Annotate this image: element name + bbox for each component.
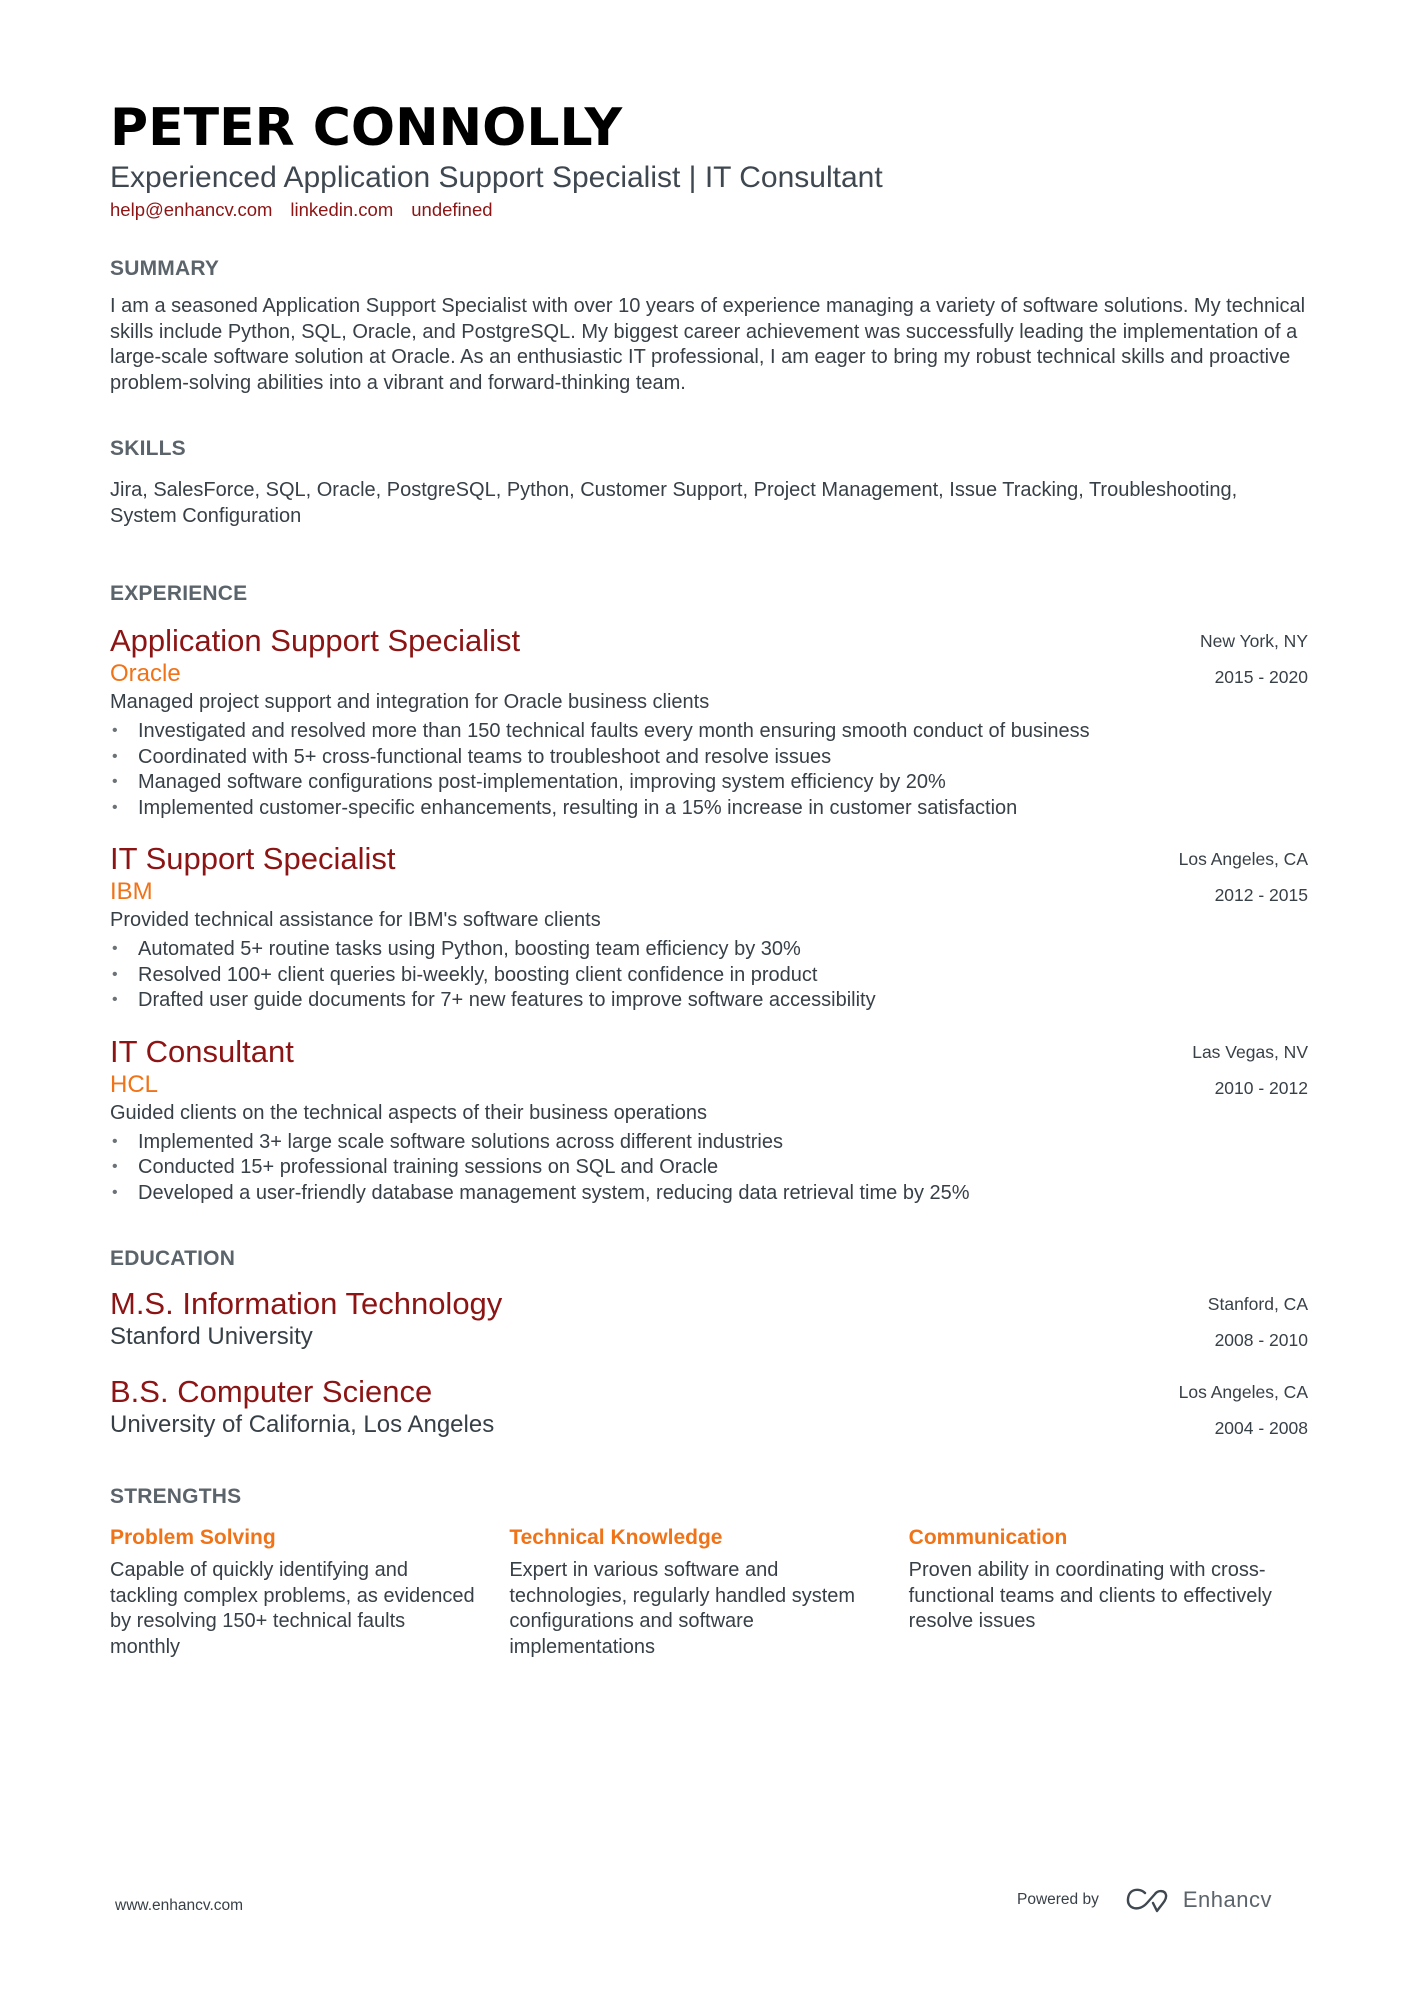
contact-email[interactable]: help@enhancv.com bbox=[110, 199, 273, 220]
job-description: Managed project support and integration for Oracle business clients bbox=[110, 691, 710, 713]
degree-title: B.S. Computer Science bbox=[110, 1374, 433, 1409]
strengths-section bbox=[110, 1484, 1308, 1660]
company-name: Oracle bbox=[110, 660, 181, 687]
job-location: Los Angeles, CA bbox=[1178, 849, 1308, 869]
job-title: IT Support Specialist bbox=[110, 841, 396, 876]
education-entry bbox=[110, 1374, 1308, 1440]
section-heading-strengths: STRENGTHS bbox=[110, 1485, 242, 1508]
job-dates: 2010 - 2012 bbox=[1214, 1077, 1308, 1098]
enhancv-logo-icon bbox=[1125, 1887, 1171, 1913]
candidate-headline: Experienced Application Support Specialist | IT Consultant bbox=[110, 161, 883, 194]
job-meta bbox=[1179, 841, 1308, 913]
bullet-item bbox=[110, 745, 1308, 771]
enhancv-logo[interactable] bbox=[1125, 1887, 1272, 1913]
strength-item bbox=[909, 1524, 1308, 1660]
experience-entry bbox=[110, 1034, 1308, 1207]
strength-title: Communication bbox=[908, 1526, 1068, 1549]
bullet-dot-icon: • bbox=[112, 722, 118, 739]
footer-branding bbox=[1017, 1887, 1272, 1913]
bullet-item bbox=[110, 719, 1308, 745]
bullet-text: Automated 5+ routine tasks using Python, boosting team efficiency by 30% bbox=[138, 938, 801, 960]
education-dates: 2004 - 2008 bbox=[1214, 1418, 1308, 1438]
bullet-dot-icon: • bbox=[112, 773, 118, 790]
education-entry bbox=[110, 1286, 1308, 1352]
bullet-text: Investigated and resolved more than 150 technical faults every month ensuring smooth conduct of business bbox=[138, 720, 1090, 742]
job-dates: 2012 - 2015 bbox=[1214, 885, 1308, 905]
education-meta bbox=[1208, 1286, 1308, 1358]
strength-item bbox=[110, 1524, 509, 1660]
bullet-text: Drafted user guide documents for 7+ new features to improve software accessibility bbox=[138, 989, 876, 1011]
bullet-text: Implemented customer-specific enhancements, resulting in a 15% increase in customer satisfaction bbox=[138, 796, 1018, 819]
bullet-text: Implemented 3+ large scale software solutions across different industries bbox=[138, 1130, 783, 1153]
bullet-item bbox=[110, 1181, 1308, 1207]
bullet-item bbox=[110, 796, 1308, 822]
experience-entry bbox=[110, 841, 1308, 1014]
summary-text: I am a seasoned Application Support Specialist with over 10 years of experience managing a variety of software solutions. My technical skills include Python, SQL, Oracle, and PostgreSQL. My biggest career achievement was successfully leading the implementation of a large-scale software solution at Oracle. As an enthusiastic IT professional, I am eager to bring my robust technical skills and proactive problem-solving abilities into a vibrant and forward-thinking team. bbox=[110, 295, 1306, 394]
strength-description: Proven ability in coordinating with cross-functional teams and clients to effectively resolve issues bbox=[908, 1559, 1272, 1632]
education-meta bbox=[1179, 1374, 1308, 1446]
education-dates: 2008 - 2010 bbox=[1214, 1330, 1308, 1350]
contact-other[interactable]: undefined bbox=[411, 199, 493, 220]
bullet-text: Conducted 15+ professional training sessions on SQL and Oracle bbox=[138, 1156, 719, 1178]
footer-website-link[interactable]: www.enhancv.com bbox=[115, 1897, 244, 1914]
skills-section bbox=[110, 436, 1308, 529]
strengths-grid bbox=[110, 1524, 1308, 1660]
job-title: IT Consultant bbox=[110, 1033, 294, 1069]
contact-list bbox=[110, 198, 1308, 222]
job-location: New York, NY bbox=[1200, 631, 1308, 651]
strength-description: Capable of quickly identifying and tackling complex problems, as evidenced by resolving 150+ technical faults monthly bbox=[110, 1559, 475, 1658]
bullet-item bbox=[110, 770, 1308, 796]
bullet-dot-icon: • bbox=[112, 991, 118, 1008]
job-location: Las Vegas, NV bbox=[1192, 1041, 1308, 1062]
bullet-item bbox=[110, 988, 1308, 1014]
bullet-text: Managed software configurations post-implementation, improving system efficiency by 20% bbox=[138, 771, 946, 793]
bullet-item bbox=[110, 1130, 1308, 1156]
company-name: HCL bbox=[110, 1070, 159, 1098]
strength-item bbox=[509, 1524, 908, 1660]
company-name: IBM bbox=[110, 878, 153, 905]
section-heading-education: EDUCATION bbox=[110, 1247, 236, 1270]
candidate-name: PETER CONNOLLY bbox=[110, 98, 623, 158]
section-heading-skills: SKILLS bbox=[110, 437, 186, 460]
strength-title: Technical Knowledge bbox=[509, 1526, 723, 1549]
bullet-item bbox=[110, 937, 1308, 963]
education-location: Los Angeles, CA bbox=[1178, 1382, 1308, 1402]
strength-description: Expert in various software and technologies, regularly handled system configurations and software implementations bbox=[509, 1559, 856, 1658]
education-section bbox=[110, 1246, 1308, 1440]
job-meta bbox=[1200, 623, 1308, 695]
section-heading-summary: SUMMARY bbox=[110, 257, 220, 280]
school-name: University of California, Los Angeles bbox=[110, 1411, 495, 1438]
bullet-item bbox=[110, 1155, 1308, 1181]
resume-header bbox=[110, 96, 1308, 222]
bullet-item bbox=[110, 963, 1308, 989]
bullet-dot-icon: • bbox=[112, 747, 118, 765]
summary-section bbox=[110, 256, 1308, 396]
job-bullets bbox=[110, 937, 1308, 1014]
skills-text: Jira, SalesForce, SQL, Oracle, PostgreSQL, Python, Customer Support, Project Management, Issue Tracking, Troubleshooting, System Configuration bbox=[110, 479, 1238, 527]
degree-title: M.S. Information Technology bbox=[110, 1286, 503, 1321]
job-bullets bbox=[110, 1130, 1308, 1207]
bullet-dot-icon: • bbox=[112, 940, 118, 957]
job-dates: 2015 - 2020 bbox=[1214, 667, 1308, 687]
strength-title: Problem Solving bbox=[110, 1526, 276, 1549]
bullet-text: Coordinated with 5+ cross-functional teams to troubleshoot and resolve issues bbox=[138, 745, 832, 768]
bullet-dot-icon: • bbox=[112, 965, 118, 983]
job-description: Guided clients on the technical aspects of their business operations bbox=[110, 1101, 708, 1124]
school-name: Stanford University bbox=[110, 1323, 313, 1350]
job-bullets bbox=[110, 719, 1308, 821]
resume-page bbox=[110, 96, 1308, 1660]
contact-linkedin[interactable]: linkedin.com bbox=[290, 199, 394, 220]
experience-entry bbox=[110, 623, 1308, 821]
section-heading-experience: EXPERIENCE bbox=[110, 582, 248, 605]
bullet-dot-icon: • bbox=[112, 1132, 118, 1150]
bullet-dot-icon: • bbox=[112, 1183, 118, 1201]
experience-section bbox=[110, 581, 1308, 1206]
bullet-dot-icon: • bbox=[112, 798, 118, 816]
enhancv-logo-text: Enhancv bbox=[1182, 1887, 1272, 1912]
job-meta bbox=[1192, 1034, 1308, 1106]
bullet-text: Developed a user-friendly database management system, reducing data retrieval time by 25% bbox=[138, 1181, 970, 1204]
powered-by-label: Powered by bbox=[1017, 1891, 1099, 1908]
bullet-dot-icon: • bbox=[112, 1158, 118, 1175]
job-description: Provided technical assistance for IBM's software clients bbox=[110, 909, 601, 931]
job-title: Application Support Specialist bbox=[110, 623, 521, 658]
bullet-text: Resolved 100+ client queries bi-weekly, boosting client confidence in product bbox=[138, 963, 818, 986]
education-location: Stanford, CA bbox=[1207, 1294, 1308, 1314]
